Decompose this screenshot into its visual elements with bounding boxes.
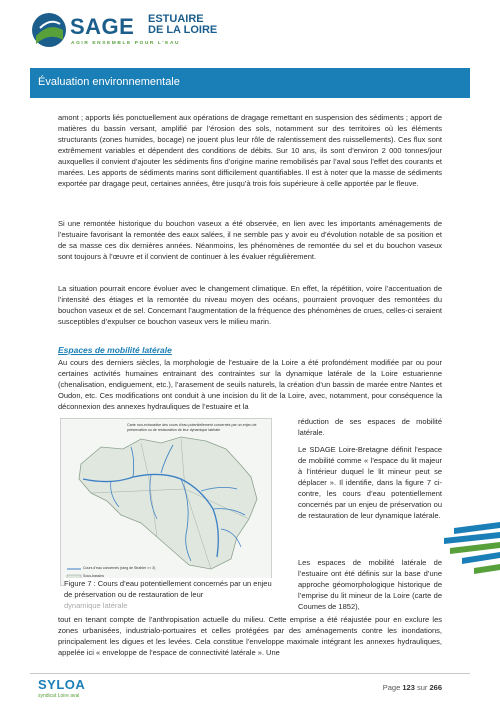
map-title: Carte non-exhaustive des cours d’eau potentiellement concernés par un enjeu de préservation ou de restauration de leur dynamique latérale <box>127 423 257 432</box>
logo-estuaire-line1: ESTUAIRE <box>148 13 204 25</box>
sage-logo <box>30 10 240 52</box>
stripe-blue-1 <box>454 522 500 534</box>
logo-tagline: AGIR ENSEMBLE POUR L'EAU <box>71 41 181 46</box>
page-current: 123 <box>402 683 415 692</box>
paragraph-climate-change: La situation pourrait encore évoluer avec le changement climatique. En effet, la répétition, voire l’accentuation de l’intensité des étiages et la remontée du niveau moyen des océans, pourraient provoquer des remontées du bouchon vaseux et de sel. Concernant l’augmentation de la fréquence des phénomènes de crues, celles-ci seraient susceptibles d’expulser ce bouchon vaseux vers le milieu marin. <box>58 284 442 326</box>
section-banner <box>30 68 470 98</box>
paragraph-sediment-flux: amont ; apports liés ponctuellement aux opérations de dragage remettant en suspension des sédiments ; apport de matières du bassin versant, amplifié par l’érosion des sols, notamment sur des territoires où les éléments structurants (zones humides, bocage) ne jouent plus leur rôle de ralentissement des ruissellements). Ces flux sont extrêmement variables et dépendent des conditions de débits. Sur 10 ans, ils sont d’environ 2 000 tonnes/jour auxquelles il convient d’ajouter les sédiments fins d’origine marine remobilisés par l’aval sous l’effet des courants et marées. Les apports de sédiments marins sont difficilement quantifiables. Il est à noter que la masse de sédiments exportée par dragage peut, certaines années, être jusqu’à trois fois supérieure à celle apportée par le fleuve. <box>58 113 442 188</box>
paragraph-sdage-definition: Le SDAGE Loire-Bretagne définit l’espace de mobilité comme « l’espace du lit majeur à l’intérieur duquel le lit mineur peut se déplacer ». Il identifie, dans la figure 7 ci-contre, les cours d’eau potentiellement concernés par un enjeu de préservation ou de restauration de leur dynamique latérale. <box>298 445 442 520</box>
page-total: 266 <box>429 683 442 692</box>
logo-estuaire-line2: DE LA LOIRE <box>148 24 218 36</box>
syloa-logo <box>38 677 108 703</box>
paragraph-espaces-mobilite: Les espaces de mobilité latérale de l’estuaire ont été définis sur la base d’une approche géomorphologique historique de l’emprise du lit mineur de la Loire (carte de Coumes de 1852), <box>298 558 442 611</box>
stripe-blue-2 <box>444 532 500 544</box>
page-number <box>383 683 442 692</box>
page-sep: sur <box>416 683 428 692</box>
syloa-subtitle: syndicat Loire aval <box>38 693 80 699</box>
page-prefix: Page <box>382 683 401 692</box>
figure-caption-cut: dynamique latérale <box>64 601 128 610</box>
paragraph-enveloppe: tout en tenant compte de l’anthropisation actuelle du milieu. Cette emprise a été réajustée pour en exclure les zones urbanisées, industrialo-portuaires et celles protégées par des aménagements contre les inondations, principalement les digues et les levées. Cela constitue l’enveloppe maximale intégrant les annexes hydrauliques, appelée ici « enveloppe de l’espace de connectivité latérale ». Une <box>58 615 442 657</box>
figure-7-map <box>60 418 272 586</box>
logo-sage-text: SAGE <box>70 14 135 39</box>
banner-title: Évaluation environnementale <box>38 76 180 88</box>
paragraph-morphology: Au cours des derniers siècles, la morphologie de l’estuaire de la Loire a été profondément modifiée par ou pour certaines activités humaines entrainant des contraintes sur la dynamique latérale de la Loire estuarienne (chenalisation, endiguement, etc.), l’arasement de seuils naturels, la création d’un bassin de marée entre Nantes et Oudon, etc. Ces modifications ont conduit à une incision du lit de la Loire, avec, notamment, pour conséquence la déconnexion des annexes hydrauliques de l’estuaire et la <box>58 358 442 411</box>
section-title-mobilite: Espaces de mobilité latérale <box>58 345 172 355</box>
loire-basin-map-graphic <box>61 419 272 586</box>
paragraph-mobility-reduction: réduction de ses espaces de mobilité latérale. <box>298 417 442 437</box>
sage-logo-emblem-icon <box>30 10 68 50</box>
map-legend-subbasin: Sous-bassins <box>83 574 105 578</box>
decorative-stripes <box>440 520 500 580</box>
figure-caption <box>64 578 274 611</box>
figure-caption-text: Figure 7 : Cours d’eau potentiellement concernés par un enjeu de préservation ou de restauration de leur <box>64 579 272 599</box>
syloa-name: SYLOA <box>38 677 86 692</box>
logo-estuaire-text <box>148 14 217 36</box>
stripe-green-1 <box>450 542 500 554</box>
footer-divider <box>30 673 470 674</box>
map-legend-river: Cours d’eau concernés (rang de Strahler >= 3) <box>83 566 156 570</box>
stripe-blue-3 <box>462 552 500 564</box>
stripe-green-2 <box>474 564 500 574</box>
paragraph-bouchon-vaseux: Si une remontée historique du bouchon vaseux a été observée, en lien avec les importants aménagements de l’estuaire favorisant la remontée des eaux salées, il ne semble pas y avoir eu d’évolution notable de sa position et de sa masse ces dix dernières années. Néanmoins, les phénomènes de remontée du sel et du bouchon vaseux sont toujours à l’œuvre et il convient de continuer à les évaluer régulièrement. <box>58 219 442 261</box>
